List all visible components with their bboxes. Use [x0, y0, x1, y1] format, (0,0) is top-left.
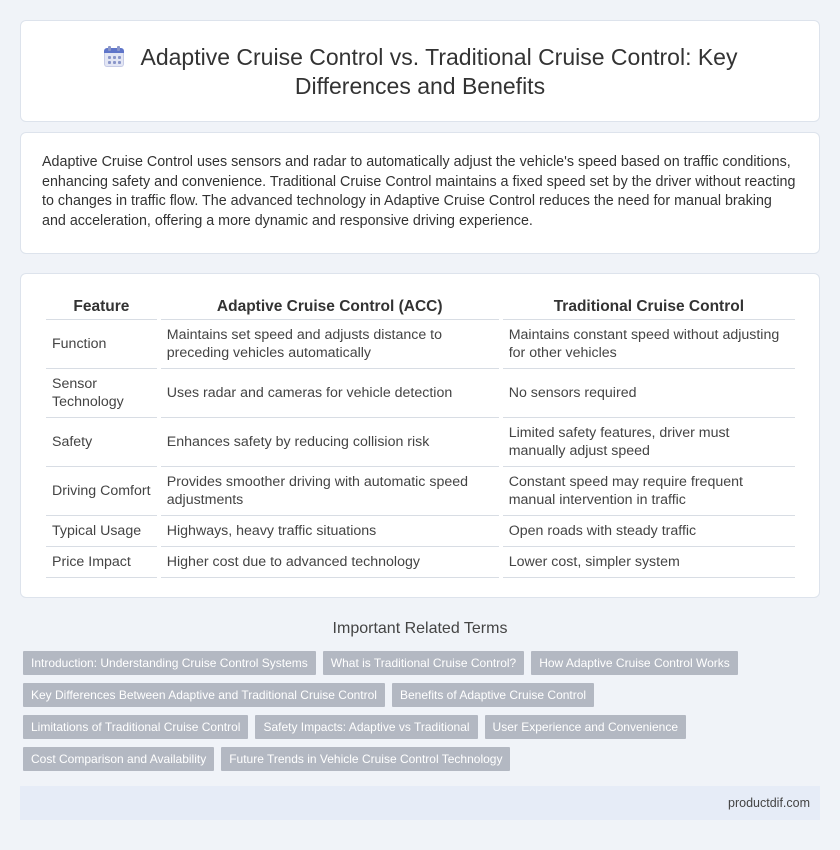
table-cell: Provides smoother driving with automatic speed adjustments [161, 467, 499, 516]
table-row [46, 418, 795, 467]
table-cell: Open roads with steady traffic [503, 516, 795, 547]
table-cell: Enhances safety by reducing collision risk [161, 418, 499, 467]
table-header-feature: Feature [46, 294, 157, 320]
page-title: Adaptive Cruise Control vs. Traditional Cruise Control: Key Differences and Benefits [140, 44, 738, 99]
table-cell: No sensors required [503, 369, 795, 418]
table-row [46, 467, 795, 516]
related-term-tag[interactable]: How Adaptive Cruise Control Works [531, 651, 738, 675]
header-card [20, 20, 820, 122]
related-term-tag[interactable]: What is Traditional Cruise Control? [323, 651, 524, 675]
table-cell: Higher cost due to advanced technology [161, 547, 499, 578]
related-term-tag[interactable]: Future Trends in Vehicle Cruise Control Technology [221, 747, 510, 771]
intro-text: Adaptive Cruise Control uses sensors and radar to automatically adjust the vehicle's speed based on traffic conditions, enhancing safety and convenience. Traditional Cruise Control maintains a fixed speed set by the driver without reacting to changes in traffic flow. The advanced technology in Adaptive Cruise Control reduces the need for manual braking and acceleration, offering a more dynamic and responsive driving experience. [42, 154, 796, 229]
related-terms-list [23, 651, 813, 779]
related-term-tag[interactable]: Cost Comparison and Availability [23, 747, 214, 771]
table-cell: Typical Usage [46, 516, 157, 547]
table-cell: Limited safety features, driver must manually adjust speed [503, 418, 795, 467]
calendar-icon [103, 46, 125, 68]
table-cell: Lower cost, simpler system [503, 547, 795, 578]
table-row [46, 547, 795, 578]
related-term-tag[interactable]: Key Differences Between Adaptive and Traditional Cruise Control [23, 683, 385, 707]
table-header-row [46, 294, 795, 320]
table-header-acc: Adaptive Cruise Control (ACC) [161, 294, 499, 320]
footer [20, 786, 820, 820]
footer-site-link[interactable]: productdif.com [728, 796, 810, 810]
related-term-tag[interactable]: User Experience and Convenience [485, 715, 686, 739]
table-cell: Maintains set speed and adjusts distance to preceding vehicles automatically [161, 320, 499, 369]
page-title-wrap [81, 43, 759, 101]
table-cell: Driving Comfort [46, 467, 157, 516]
table-cell: Highways, heavy traffic situations [161, 516, 499, 547]
table-cell: Function [46, 320, 157, 369]
related-term-tag[interactable]: Benefits of Adaptive Cruise Control [392, 683, 594, 707]
related-term-tag[interactable]: Limitations of Traditional Cruise Control [23, 715, 248, 739]
related-terms-heading: Important Related Terms [332, 620, 508, 637]
table-header-traditional: Traditional Cruise Control [503, 294, 795, 320]
comparison-table [42, 294, 799, 578]
related-term-tag[interactable]: Safety Impacts: Adaptive vs Traditional [255, 715, 477, 739]
table-cell: Maintains constant speed without adjusting for other vehicles [503, 320, 795, 369]
table-row [46, 516, 795, 547]
table-cell: Constant speed may require frequent manual intervention in traffic [503, 467, 795, 516]
table-row [46, 369, 795, 418]
intro-card [20, 132, 820, 254]
table-row [46, 320, 795, 369]
table-cell: Sensor Technology [46, 369, 157, 418]
table-cell: Uses radar and cameras for vehicle detection [161, 369, 499, 418]
comparison-table-card [20, 273, 820, 598]
related-term-tag[interactable]: Introduction: Understanding Cruise Control Systems [23, 651, 316, 675]
table-cell: Safety [46, 418, 157, 467]
table-cell: Price Impact [46, 547, 157, 578]
